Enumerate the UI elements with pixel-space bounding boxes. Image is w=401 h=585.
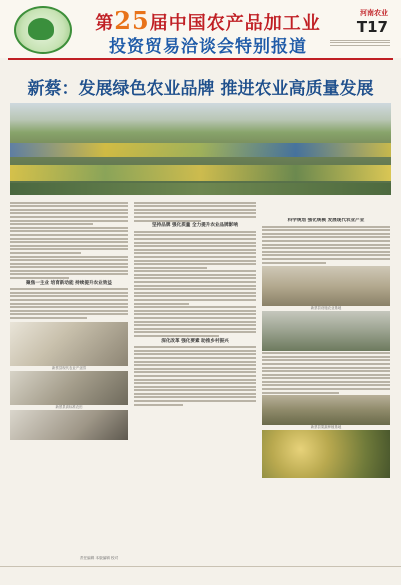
edition-number: 25 [114, 6, 150, 35]
page-subtitle: 投资贸易洽谈会特别报道 [109, 37, 307, 57]
page-number: T17 [356, 18, 388, 36]
header-divider [8, 58, 393, 60]
photo-foreground-trees [10, 183, 391, 195]
article-column-3 [262, 218, 390, 548]
photo-processing-plant [10, 371, 128, 405]
section-heading-3: 科学规划 强化规模 发展现代农业产业 [287, 218, 365, 223]
photo-fruit-greenhouse [262, 430, 390, 478]
byline: 责任编辑 本版编辑 校对 [80, 556, 119, 560]
title-suffix: 届中国农产品加工业 [149, 13, 321, 34]
photo-field-aerial [262, 266, 390, 306]
photo-facility-aerial [262, 311, 390, 351]
article-column-1 [10, 200, 128, 550]
article-column-2 [134, 200, 256, 552]
caption-3: 新蔡县设施农业基地 [310, 305, 342, 310]
newspaper-brand: 河南农业 [360, 9, 388, 17]
page-meta [330, 38, 390, 47]
section-heading-1: 聚焦一主业 培育新动能 持续提升农业效益 [26, 280, 112, 286]
section-heading-2: 坚持品牌 强化质量 全力提升农业品牌影响 [152, 223, 238, 229]
logo-emblem-icon [28, 18, 54, 40]
section-heading-4: 深化改革 强化要素 助推乡村振兴 [161, 338, 229, 344]
photo-rapeseed-fields [10, 165, 391, 181]
hero-photo-farmland [10, 103, 391, 195]
caption-4: 新蔡县果蔬种植基地 [310, 425, 342, 430]
main-headline: 新蔡：发展绿色农业品牌 推进农业高质量发展 [27, 79, 374, 99]
title-prefix: 第 [95, 13, 115, 34]
photo-workers [10, 410, 128, 440]
conference-logo [14, 6, 72, 54]
photo-greenhouse-rows [10, 143, 391, 157]
page-title [88, 6, 328, 35]
caption-2: 新蔡县高标准农田 [55, 405, 83, 409]
caption-1: 新蔡县现代农业产业园 [52, 366, 86, 370]
photo-orchard-aerial [262, 395, 390, 425]
page-footer [0, 566, 401, 585]
photo-poultry-farm [10, 322, 128, 366]
